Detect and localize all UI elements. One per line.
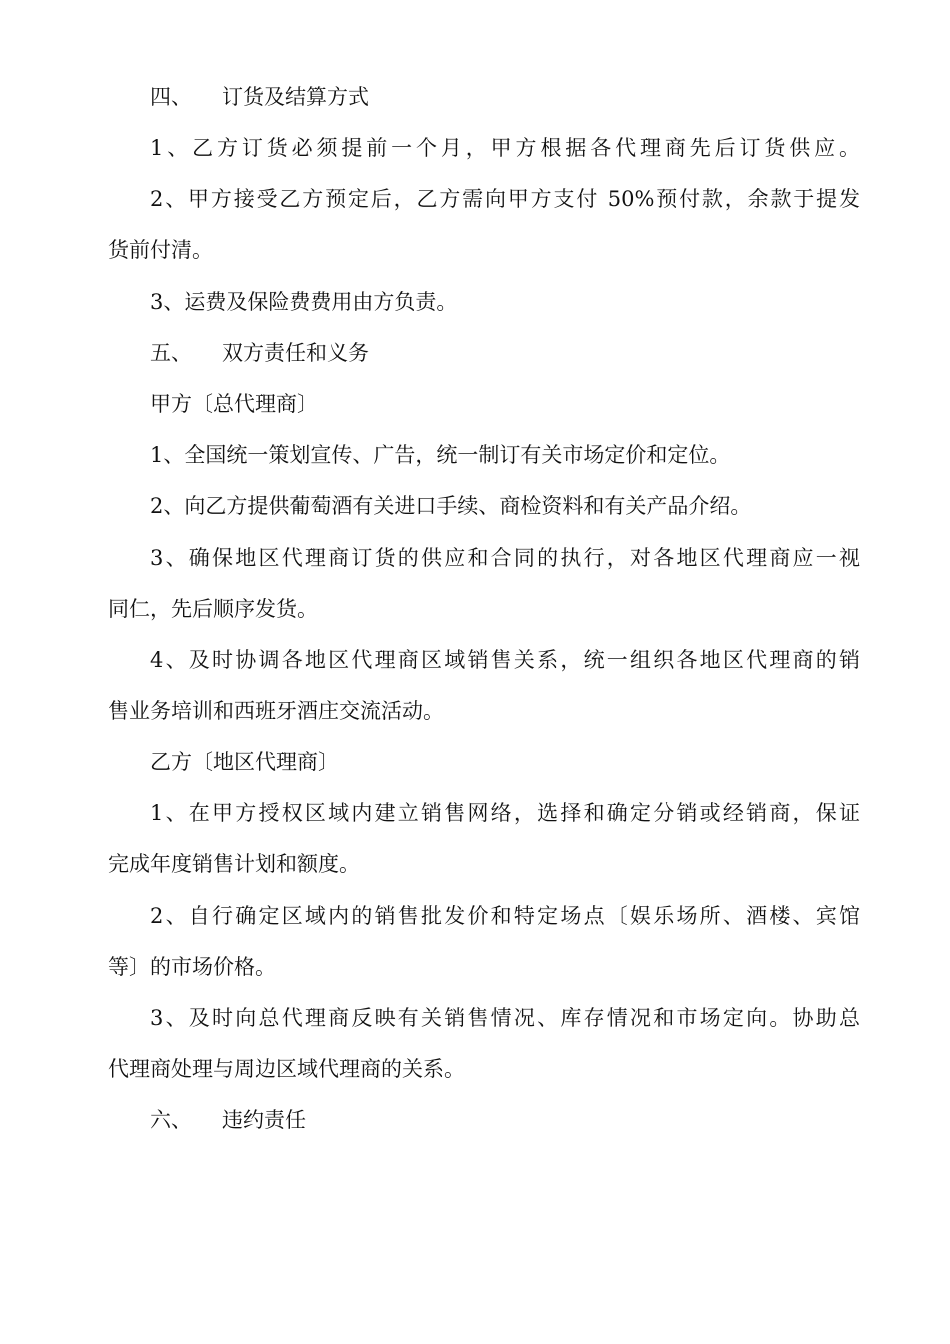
section-4-heading: [150, 84, 369, 110]
section-6-number: 六、: [150, 1108, 192, 1132]
party-b-item-3-line-1: 3、及时向总代理商反映有关销售情况、库存情况和市场定向。协助总: [150, 1006, 860, 1030]
party-a-item-3-line-2: 同仁，先后顺序发货。: [108, 597, 318, 621]
party-b-item-1-line-2: 完成年度销售计划和额度。: [108, 852, 360, 876]
section-4-item-3: 3、运费及保险费费用由方负责。: [150, 290, 458, 314]
party-a-label: 甲方〔总代理商〕: [150, 392, 318, 416]
party-b-label: 乙方〔地区代理商〕: [150, 750, 339, 774]
party-b-item-2-line-2: 等〕的市场价格。: [108, 955, 276, 979]
section-4-item-2-line-1: 2、甲方接受乙方预定后，乙方需向甲方支付 50%预付款，余款于提发: [150, 187, 860, 211]
section-5-title: 双方责任和义务: [222, 341, 369, 365]
party-a-item-1: 1、全国统一策划宣传、广告，统一制订有关市场定价和定位。: [150, 443, 731, 467]
party-a-item-3-line-1: 3、确保地区代理商订货的供应和合同的执行，对各地区代理商应一视: [150, 546, 860, 570]
party-b-item-1-line-1: 1、在甲方授权区域内建立销售网络，选择和确定分销或经销商，保证: [150, 801, 860, 825]
section-4-item-1: 1、乙方订货必须提前一个月，甲方根据各代理商先后订货供应。: [150, 136, 860, 160]
section-4-title: 订货及结算方式: [222, 85, 369, 109]
section-5-heading: [150, 340, 369, 366]
party-b-item-3-line-2: 代理商处理与周边区域代理商的关系。: [108, 1057, 465, 1081]
section-5-number: 五、: [150, 341, 192, 365]
section-6-title: 违约责任: [222, 1108, 306, 1132]
section-4-number: 四、: [150, 85, 192, 109]
party-b-item-2-line-1: 2、自行确定区域内的销售批发价和特定场点〔娱乐场所、酒楼、宾馆: [150, 904, 860, 928]
section-6-heading: [150, 1107, 306, 1133]
party-a-item-4-line-2: 售业务培训和西班牙酒庄交流活动。: [108, 699, 444, 723]
party-a-item-4-line-1: 4、及时协调各地区代理商区域销售关系，统一组织各地区代理商的销: [150, 648, 860, 672]
section-4-item-2-line-2: 货前付清。: [108, 238, 213, 262]
party-a-item-2: 2、向乙方提供葡萄酒有关进口手续、商检资料和有关产品介绍。: [150, 494, 752, 518]
